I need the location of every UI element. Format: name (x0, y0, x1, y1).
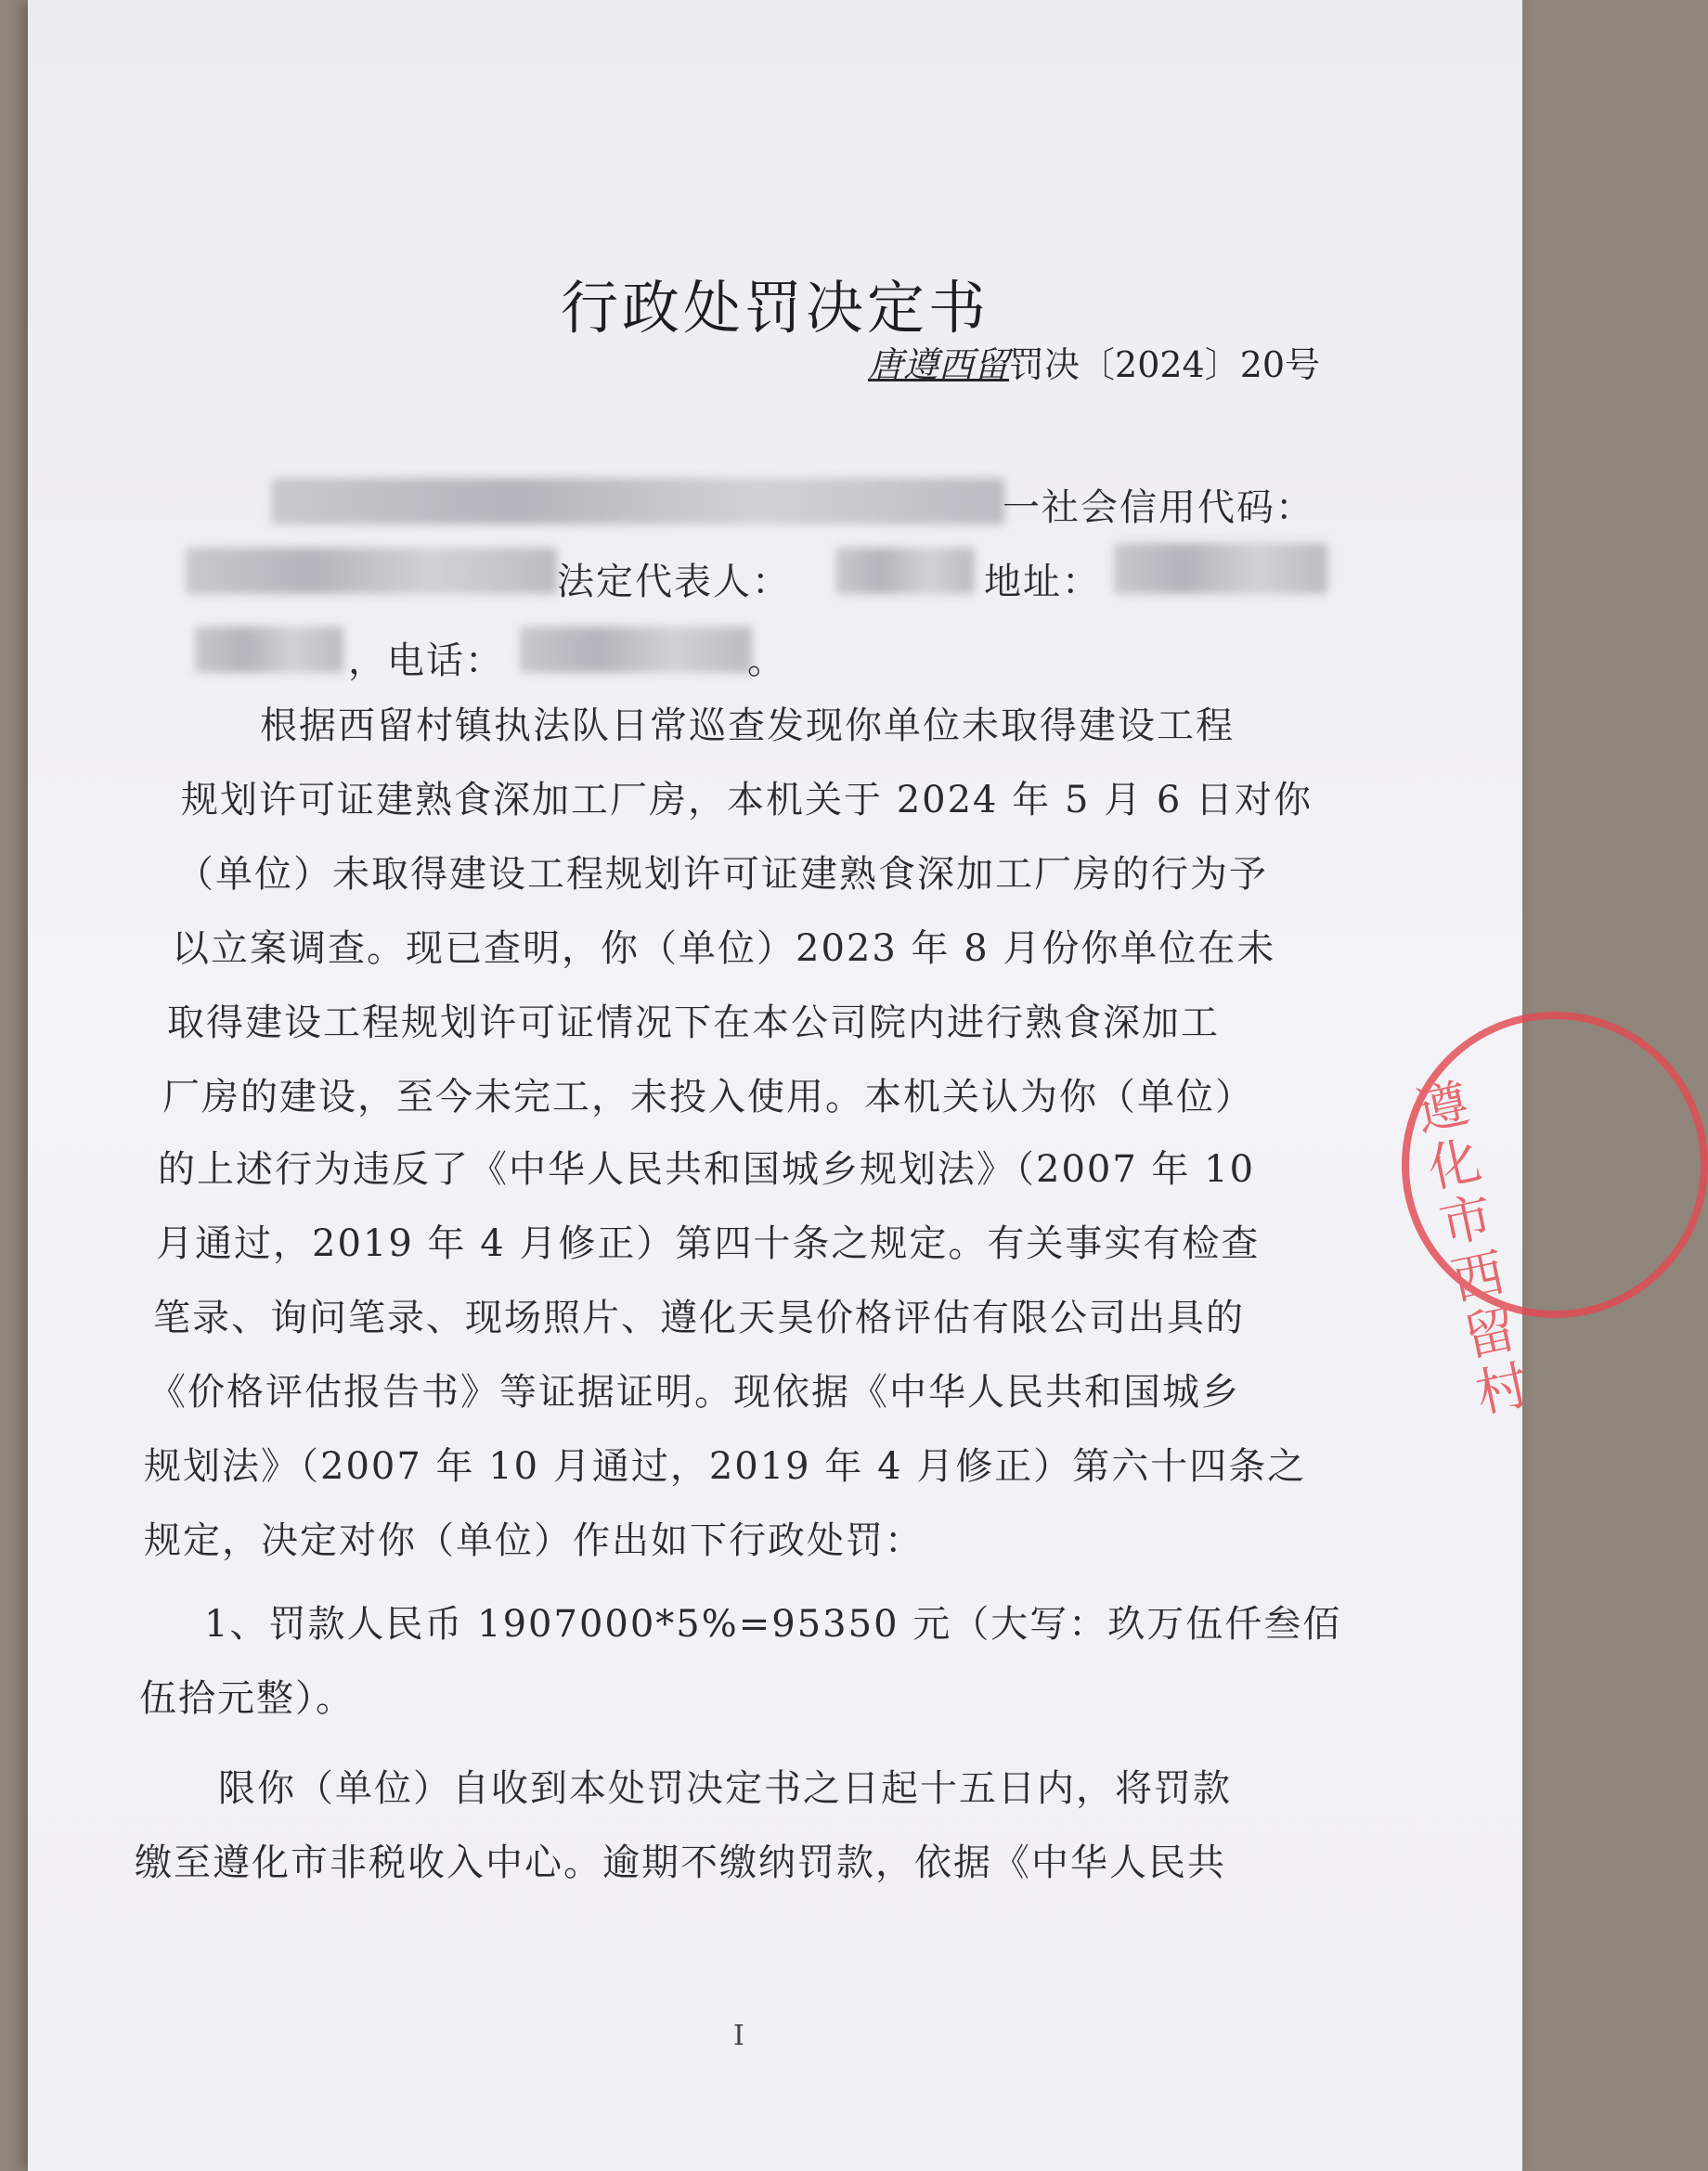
body-line: 的上述行为违反了《中华人民共和国城乡规划法》（2007 年 10 (158, 1148, 1256, 1191)
legal-rep-label: 法定代表人： (557, 561, 791, 603)
body-line: （单位）未取得建设工程规划许可证建熟食深加工厂房的行为予 (176, 853, 1268, 896)
redacted-credit-code (186, 548, 557, 594)
body-line: 规划法》（2007 年 10 月通过，2019 年 4 月修正）第六十四条之 (144, 1445, 1307, 1488)
body-line: 规划许可证建熟食深加工厂房，本机关于 2024 年 5 月 6 日对你 (181, 779, 1313, 821)
body-line: 缴至遵化市非税收入中心。逾期不缴纳罚款，依据《中华人民共 (135, 1841, 1226, 1884)
address-label: 地址： (984, 561, 1101, 603)
document-number (868, 336, 1320, 387)
page-mark: I (733, 2020, 744, 2052)
phone-end: 。 (747, 640, 786, 682)
redacted-company-name (271, 478, 1004, 524)
body-line: 《价格评估报告书》等证据证明。现依据《中华人民共和国城乡 (149, 1371, 1240, 1414)
official-seal (1402, 1012, 1708, 1426)
redacted-address (1114, 543, 1327, 594)
document-number-rest: 罚决〔2024〕20号 (1009, 344, 1321, 385)
redacted-legal-rep (835, 548, 975, 594)
body-line: 笔录、询问笔录、现场照片、遵化天昊价格评估有限公司出具的 (153, 1297, 1245, 1339)
body-line: 1、罚款人民币 1907000*5%=95350 元（大写：玖万伍仟叁佰 (204, 1603, 1342, 1646)
body-line: 伍拾元整）。 (139, 1677, 355, 1720)
seal-text: 遵化市西留村 (1410, 1073, 1534, 1426)
redacted-phone (520, 627, 752, 673)
body-line: 以立案调查。现已查明，你（单位）2023 年 8 月份你单位在未 (172, 927, 1276, 970)
body-line: 取得建设工程规划许可证情况下在本公司院内进行熟食深加工 (167, 1002, 1220, 1044)
phone-label: ，电话： (348, 640, 504, 682)
document-number-prefix: 唐遵西留 (868, 344, 1010, 385)
body-line: 厂房的建设，至今未完工，未投入使用。本机关认为你（单位） (162, 1076, 1254, 1118)
redacted-address-cont (195, 627, 343, 673)
body-line: 月通过，2019 年 4 月修正）第四十条之规定。有关事实有检查 (156, 1222, 1261, 1265)
document-title: 行政处罚决定书 (560, 274, 990, 342)
credit-code-label: 一社会信用代码： (1003, 486, 1314, 529)
body-line: 规定，决定对你（单位）作出如下行政处罚： (144, 1519, 924, 1562)
body-line: 根据西留村镇执法队日常巡查发现你单位未取得建设工程 (260, 704, 1235, 747)
body-line: 限你（单位）自收到本处罚决定书之日起十五日内，将罚款 (218, 1767, 1232, 1810)
document-page (28, 0, 1534, 2171)
